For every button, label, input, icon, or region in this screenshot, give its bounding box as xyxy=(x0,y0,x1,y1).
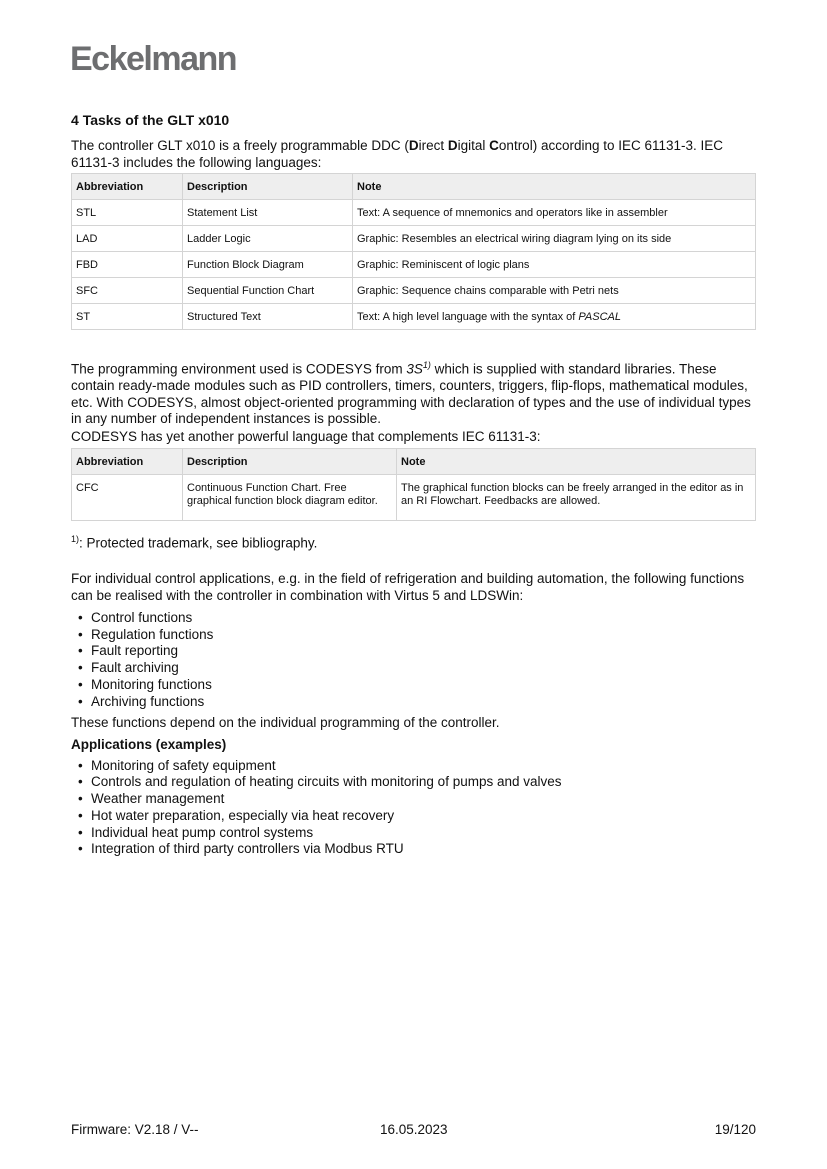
table-cell: Graphic: Sequence chains comparable with Petri nets xyxy=(353,278,756,304)
table-cell: Graphic: Resembles an electrical wiring diagram lying on its side xyxy=(353,226,756,252)
functions-note: These functions depend on the individual programming of the controller. xyxy=(71,715,500,731)
list-item: • Archiving functions xyxy=(91,694,756,711)
table-cell: The graphical function blocks can be freely arranged in the editor as in an RI Flowchart. Feedbacks are allowed. xyxy=(397,475,756,521)
table-cell: STL xyxy=(72,200,183,226)
list-item: • Control functions xyxy=(91,610,756,627)
table-cell: Text: A sequence of mnemonics and operators like in assembler xyxy=(353,200,756,226)
eckelmann-logo: Eckelmann xyxy=(70,40,237,78)
table-cell: CFC xyxy=(72,475,183,521)
list-item: • Controls and regulation of heating circuits with monitoring of pumps and valves xyxy=(91,774,756,791)
table-cell: Structured Text xyxy=(183,304,353,330)
applications-list xyxy=(71,758,756,858)
table-row xyxy=(72,304,756,330)
table-cell: SFC xyxy=(72,278,183,304)
table-header-row xyxy=(72,174,756,200)
table-header: Abbreviation xyxy=(72,449,183,475)
table-cell: Continuous Function Chart. Free graphical function block diagram editor. xyxy=(183,475,397,521)
table-cell: ST xyxy=(72,304,183,330)
list-item: • Hot water preparation, especially via heat recovery xyxy=(91,808,756,825)
table-cell: LAD xyxy=(72,226,183,252)
applications-heading: Applications (examples) xyxy=(71,736,227,752)
table-row xyxy=(72,475,756,521)
table-row xyxy=(72,226,756,252)
table-row xyxy=(72,200,756,226)
table-cell: Statement List xyxy=(183,200,353,226)
table-cell: Text: A high level language with the syntax of PASCAL xyxy=(353,304,756,330)
footnote: $^{1)}$: Protected trademark, see bibliography. xyxy=(71,534,318,551)
footer-page-number: 19/120 xyxy=(714,1122,756,1137)
table-header: Note xyxy=(353,174,756,200)
cfc-table xyxy=(71,448,756,521)
table-cell: Sequential Function Chart xyxy=(183,278,353,304)
list-item: • Regulation functions xyxy=(91,627,756,644)
list-item: • Weather management xyxy=(91,791,756,808)
footer-date: 16.05.2023 xyxy=(380,1122,448,1137)
table-cell: Function Block Diagram xyxy=(183,252,353,278)
footer-firmware: Firmware: V2.18 / V-- xyxy=(71,1122,199,1137)
list-item: • Fault reporting xyxy=(91,643,756,660)
functions-list xyxy=(71,610,756,710)
list-item: • Fault archiving xyxy=(91,660,756,677)
table-row xyxy=(72,278,756,304)
table-header-row xyxy=(72,449,756,475)
table-cell: Graphic: Reminiscent of logic plans xyxy=(353,252,756,278)
section-title: 4 Tasks of the GLT x010 xyxy=(71,112,230,128)
page-content xyxy=(71,112,756,858)
codesys-language-paragraph: CODESYS has yet another powerful language that complements IEC 61131-3: xyxy=(71,428,541,444)
list-item: • Individual heat pump control systems xyxy=(91,825,756,842)
codesys-paragraph: The programming environment used is CODESYS from $3S^{1)}$ which is supplied with standard libraries. These contain ready-made modules such as PID controllers, timers, counters, triggers, flip-flops, mathematical modules, etc. With CODESYS, almost object-oriented programming with declaration of types and the use of individual types in any number of independent instances is possible. xyxy=(71,360,751,426)
table-row xyxy=(72,252,756,278)
table-header: Description xyxy=(183,449,397,475)
functions-intro: For individual control applications, e.g. in the field of refrigeration and building automation, the following functions can be realised with the controller in combination with Virtus 5 and LDSWin: xyxy=(71,571,745,603)
languages-table xyxy=(71,173,756,330)
table-cell: Ladder Logic xyxy=(183,226,353,252)
list-item: • Monitoring functions xyxy=(91,677,756,694)
table-header: Note xyxy=(397,449,756,475)
table-cell: FBD xyxy=(72,252,183,278)
table-header: Abbreviation xyxy=(72,174,183,200)
list-item: • Monitoring of safety equipment xyxy=(91,758,756,775)
intro-paragraph: The controller GLT x010 is a freely programmable DDC (Direct Digital Control) according to IEC 61131-3. IEC 61131-3 includes the following languages: xyxy=(71,138,724,170)
list-item: • Integration of third party controllers via Modbus RTU xyxy=(91,841,756,858)
table-header: Description xyxy=(183,174,353,200)
